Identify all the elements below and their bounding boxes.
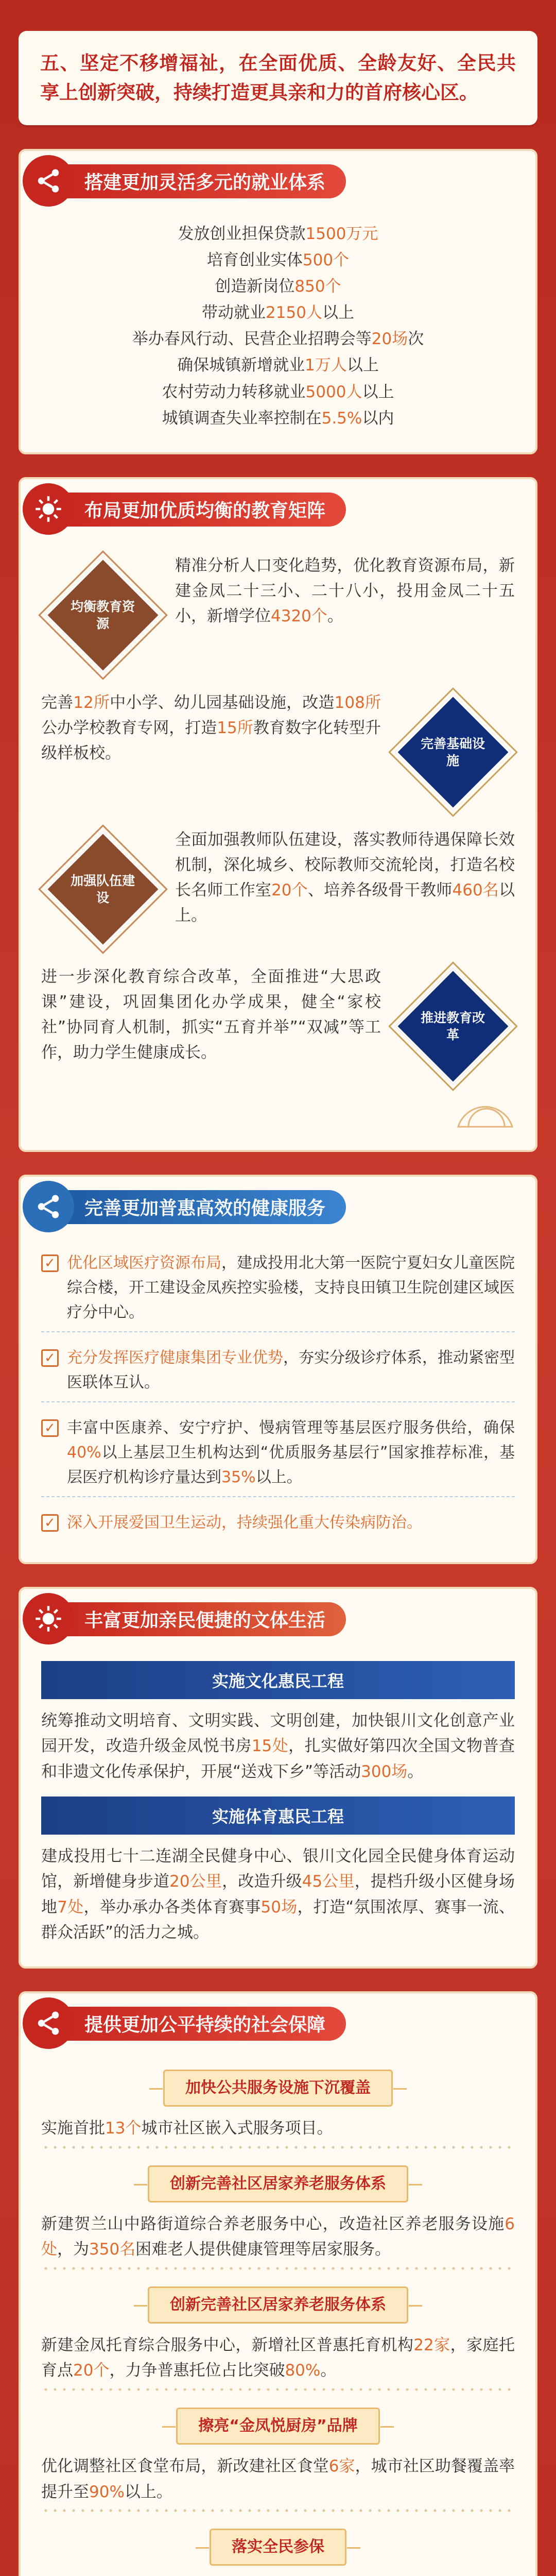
social-card	[19, 1991, 537, 2576]
social-title: 提供更加公平持续的社会保障	[54, 2007, 346, 2041]
list-item: 培育创业实体500个	[206, 250, 350, 269]
social-tag-2: 创新完善社区居家养老服务体系	[148, 2165, 408, 2202]
check-icon: ✓	[41, 1514, 59, 1532]
social-paragraph-2: 新建贺兰山中路街道综合养老服务中心，改造社区养老服务设施6处，为350名困难老人提供健康管理等居家服务。	[41, 2214, 515, 2259]
list-item: ✓ 充分发挥医疗健康集团专业优势，夯实分级诊疗体系，推动紧密型医联体互认。	[41, 1346, 515, 1402]
education-tag-2: 完善基础设施	[395, 694, 511, 810]
culture-subtitle-1: 实施文化惠民工程	[41, 1661, 515, 1699]
sun-icon	[23, 1593, 74, 1645]
social-tag-1: 加快公共服务设施下沉覆盖	[163, 2070, 393, 2107]
culture-card	[19, 1587, 537, 1969]
headline-text: 五、坚定不移增福祉，在全面优质、全龄友好、全民共享上创新突破，持续打造更具亲和力的首府核心区。	[40, 52, 516, 104]
list-item: 带动就业2150人以上	[202, 303, 354, 323]
education-block-1: 均衡教育资源 精准分析人口变化趋势，优化教育资源布局，新建金凤二十三小、二十八小，投用金凤二十五小，新增学位4320个。	[41, 553, 515, 677]
list-item: 举办春风行动、民营企业招聘会等20场次	[132, 330, 424, 349]
share-icon	[23, 1181, 74, 1232]
list-item: 发放创业担保贷款1500万元	[178, 224, 378, 243]
employment-card	[19, 149, 537, 454]
divider	[41, 2508, 515, 2513]
education-block-3: 加强队伍建设 全面加强教师队伍建设，落实教师待遇保障长效机制，深化城乡、校际教师交流轮岗，打造名校长名师工作室20个、培养各级骨干教师460名以上。	[41, 827, 515, 951]
fan-decoration-icon	[41, 1093, 515, 1129]
culture-subtitle-2: 实施体育惠民工程	[41, 1797, 515, 1835]
sun-icon	[23, 483, 74, 535]
education-tag-1: 均衡教育资源	[45, 557, 161, 673]
employment-list	[41, 212, 515, 432]
social-paragraph-3: 新建金凤托育综合服务中心，新增社区普惠托育机构22家，家庭托育点20个，力争普惠托位占比突破80%。	[41, 2335, 515, 2380]
share-icon	[23, 1997, 74, 2049]
divider	[41, 2145, 515, 2150]
list-item: ✓ 优化区域医疗资源布局，建成投用北大第一医院宁夏妇女儿童医院综合楼，开工建设金凤疾控实验楼，支持良田镇卫生院创建区域医疗分中心。	[41, 1251, 515, 1332]
list-item: 确保城镇新增就业1万人以上	[177, 356, 379, 375]
employment-header	[21, 151, 535, 212]
education-title: 布局更加优质均衡的教育矩阵	[54, 493, 346, 527]
list-item: ✓ 丰富中医康养、安宁疗护、慢病管理等基层医疗服务供给，确保40%以上基层卫生机构达到“优质服务基层行”国家推荐标准，基层医疗机构诊疗量达到35%以上。	[41, 1416, 515, 1497]
share-icon	[23, 155, 74, 207]
health-header	[21, 1177, 535, 1238]
health-card	[19, 1175, 537, 1564]
health-title: 完善更加普惠高效的健康服务	[54, 1190, 346, 1224]
education-block-4: 进一步深化教育综合改革，全面推进“大思政课”建设，巩固集团化办学成果，健全“家校社”协同育人机制，抓实“五育并举”“双减”等工作，助力学生健康成长。 推进教育改革	[41, 964, 515, 1088]
culture-title: 丰富更加亲民便捷的文体生活	[54, 1602, 346, 1636]
culture-paragraph-2: 建成投用七十二连湖全民健身中心、银川文化园全民健身体育运动馆，新增健身步道20公里，改造升级45公里，提档升级小区健身场地7处，举办承办各类体育赛事50场，打造“氛围浓厚、赛事一流、群众活跃”的活力之城。	[41, 1846, 515, 1942]
check-icon: ✓	[41, 1255, 59, 1272]
social-tag-5: 落实全民参保	[210, 2529, 346, 2566]
culture-header	[21, 1589, 535, 1650]
social-tag-3: 创新完善社区居家养老服务体系	[148, 2286, 408, 2324]
list-item: 城镇调查失业率控制在5.5%以内	[162, 409, 394, 428]
list-item: 农村劳动力转移就业5000人以上	[162, 382, 394, 401]
check-icon: ✓	[41, 1349, 59, 1367]
list-item: ✓ 深入开展爱国卫生运动，持续强化重大传染病防治。	[41, 1511, 515, 1541]
social-header	[21, 1993, 535, 2054]
education-header	[21, 479, 535, 540]
education-card	[19, 477, 537, 1152]
check-icon: ✓	[41, 1419, 59, 1437]
social-tag-4: 擦亮“金凤悦厨房”品牌	[176, 2408, 379, 2445]
social-paragraph-4: 优化调整社区食堂布局，新改建社区食堂6家，城市社区助餐覆盖率提升至90%以上。	[41, 2456, 515, 2501]
employment-title: 搭建更加灵活多元的就业体系	[54, 164, 346, 198]
education-block-2: 完善12所中小学、幼儿园基础设施，改造108所公办学校教育专网，打造15所教育数字化转型升级样板校。 完善基础设施	[41, 690, 515, 814]
social-paragraph-1: 实施首批13个城市社区嵌入式服务项目。	[41, 2119, 333, 2138]
culture-paragraph-1: 统筹推动文明培育、文明实践、文明创建，加快银川文化创意产业园开发，改造升级金凤悦书房15处，扎实做好第四次全国文物普查和非遗文化传承保护，开展“送戏下乡”等活动300场。	[41, 1711, 515, 1781]
education-tag-4: 推进教育改革	[395, 968, 511, 1084]
list-item: 创造新岗位850个	[215, 277, 341, 296]
divider	[41, 2387, 515, 2392]
headline-box	[19, 31, 537, 125]
education-tag-3: 加强队伍建设	[45, 831, 161, 947]
divider	[41, 2266, 515, 2271]
